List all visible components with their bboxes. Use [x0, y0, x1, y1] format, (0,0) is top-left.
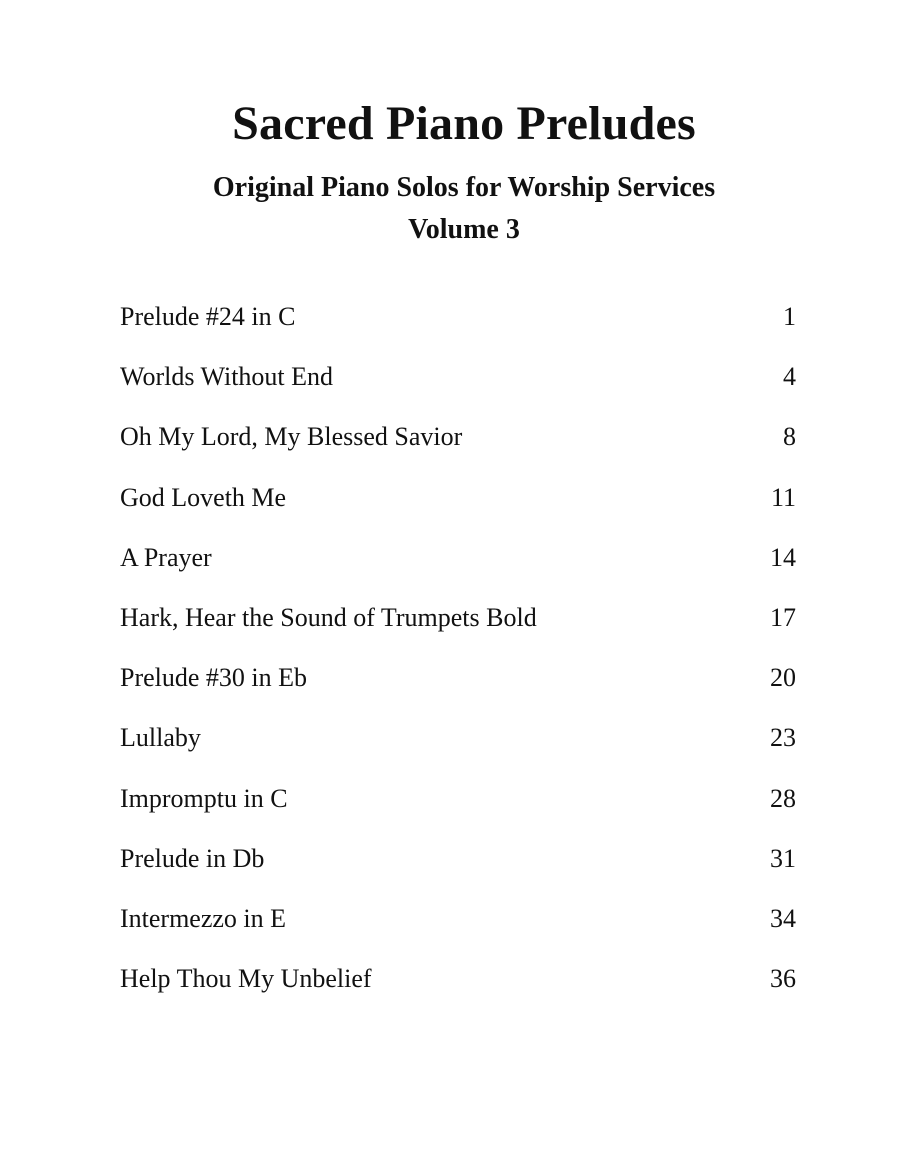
toc-entry: [120, 844, 796, 904]
volume-label: Volume 3: [408, 214, 520, 245]
toc-entry-title: Impromptu in C: [120, 783, 288, 813]
toc-entry: [120, 723, 796, 783]
table-of-contents: [120, 302, 796, 1024]
toc-entry-title: Oh My Lord, My Blessed Savior: [120, 422, 463, 452]
toc-entry-page: 14: [770, 542, 796, 572]
toc-entry: [120, 362, 796, 422]
page-title: Sacred Piano Preludes: [232, 97, 696, 150]
toc-entry-title: Help Thou My Unbelief: [120, 964, 372, 994]
toc-entry-title: Prelude #24 in C: [120, 302, 296, 331]
toc-entry: [120, 302, 796, 362]
toc-entry: [120, 543, 796, 603]
toc-entry: [120, 663, 796, 723]
toc-entry-page: 8: [783, 422, 796, 452]
toc-entry-page: 17: [770, 602, 796, 632]
toc-entry: [120, 483, 796, 543]
toc-entry-page: 20: [770, 663, 796, 693]
toc-entry-title: Prelude in Db: [120, 843, 265, 873]
toc-entry-page: 34: [770, 903, 796, 933]
toc-entry: [120, 904, 796, 964]
toc-entry-page: 1: [783, 302, 796, 331]
toc-entry-page: 11: [770, 482, 796, 512]
toc-entry-title: Hark, Hear the Sound of Trumpets Bold: [120, 602, 537, 632]
toc-entry-title: God Loveth Me: [120, 482, 287, 512]
toc-entry-title: Worlds Without End: [120, 362, 334, 392]
toc-entry: [120, 964, 796, 1024]
toc-entry-page: 36: [770, 964, 796, 994]
toc-entry-page: 4: [783, 362, 796, 392]
toc-entry-page: 28: [770, 783, 796, 813]
toc-entry-title: Prelude #30 in Eb: [120, 663, 308, 693]
toc-entry: [120, 784, 796, 844]
toc-entry-page: 31: [770, 843, 796, 873]
toc-entry-title: Lullaby: [120, 723, 201, 753]
toc-entry: [120, 603, 796, 663]
page-subtitle: Original Piano Solos for Worship Services: [212, 172, 716, 203]
toc-entry-title: Intermezzo in E: [120, 903, 287, 933]
toc-entry-page: 23: [770, 723, 796, 753]
toc-entry: [120, 422, 796, 482]
toc-entry-title: A Prayer: [120, 542, 212, 572]
